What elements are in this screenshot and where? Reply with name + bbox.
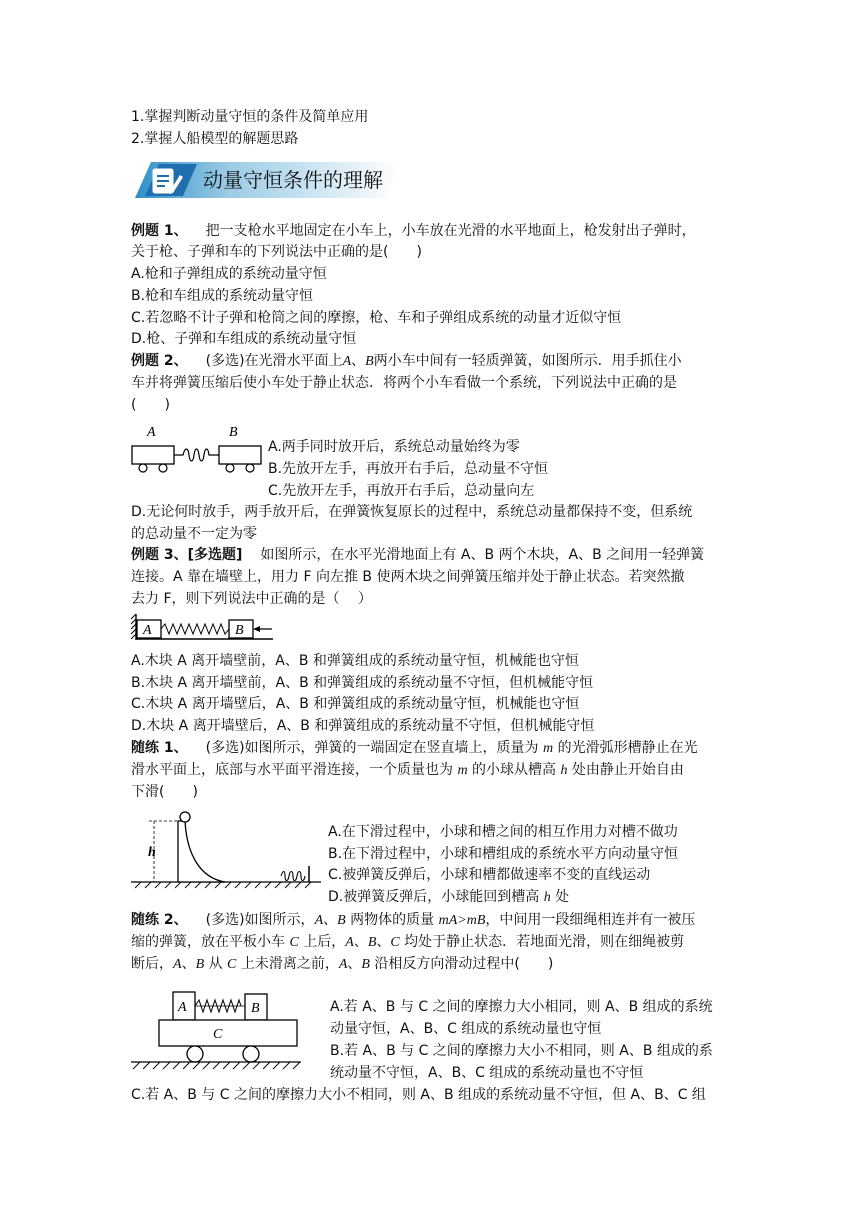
- notebook-pen-icon: [150, 165, 184, 197]
- p1-stem-2a: 滑水平面上，底部与水平面平滑连接，一个质量也为: [131, 762, 453, 778]
- p2-mass-relation: mA>mB: [438, 913, 486, 928]
- p2-wheel: [243, 1046, 259, 1062]
- q2-option-b: B.先放开左手，再放开右手后，总动量不守恒: [268, 461, 549, 477]
- p2-var-b: B: [361, 957, 370, 972]
- q3-stem-line-3: 去力 F，则下列说法中正确的是（ ）: [131, 591, 372, 607]
- p2-fig-label-c: C: [213, 1027, 223, 1042]
- q2-wheel: [246, 464, 254, 472]
- p1-arc-trough: [178, 821, 225, 882]
- p1-ball: [180, 812, 190, 822]
- p2-option-a-line-2: 动量守恒，A、B、C 组成的系统动量也守恒: [330, 1021, 602, 1037]
- p1-spring: [281, 872, 305, 881]
- p2-stem-2b: 上后，: [303, 934, 346, 950]
- p2-var-b: B: [337, 913, 346, 928]
- q2-stem-line-2: 车并将弹簧压缩后使小车处于静止状态．将两个小车看做一个系统，下列说法中正确的是: [131, 375, 677, 391]
- p2-stem-3d: 沿相反方向滑动过程中( ): [374, 956, 554, 972]
- q2-label: 例题 2、: [131, 353, 188, 369]
- p1-label: 随练 1、: [131, 740, 188, 756]
- q2-wheel: [159, 464, 167, 472]
- p2-cart-c: [159, 1020, 297, 1046]
- p1-option-a: A.在下滑过程中，小球和槽之间的相互作用力对槽不做功: [328, 824, 678, 840]
- p1-figure-arc-trough: [131, 812, 321, 888]
- q3-stem-line-2: 连接。A 靠在墙壁上，用力 F 向左推 B 使两木块之间弹簧压缩并处于静止状态。若突然撤: [131, 569, 685, 585]
- p2-option-b-line-2: 统动量不守恒，A、B、C 组成的系统动量也不守恒: [330, 1065, 644, 1081]
- q2-spring: [174, 449, 219, 461]
- p2-option-c-line-1: C.若 A、B 与 C 之间的摩擦力大小不相同，则 A、B 组成的系统动量不守恒，但 A、B、C 组: [131, 1087, 706, 1103]
- p2-var-b: B: [195, 957, 205, 972]
- q2-stem-line-1: [131, 351, 682, 372]
- p1-option-c: C.被弹簧反弹后，小球和槽都做速率不变的直线运动: [328, 867, 651, 883]
- q1-option-b: B.枪和车组成的系统动量守恒: [131, 288, 314, 304]
- q1-option-a: A.枪和子弹组成的系统动量守恒: [131, 266, 327, 282]
- p1-option-d-prefix: D.被弹簧反弹后，小球能回到槽高: [328, 889, 540, 905]
- q1-option-d: D.枪、子弹和车组成的系统动量守恒: [131, 331, 357, 347]
- p1-var-h: h: [560, 763, 568, 778]
- p1-stem-line-3: 下滑( ): [131, 784, 198, 800]
- q2-stem-prefix: (多选)在光滑水平面上: [205, 353, 343, 369]
- q3-option-a: A.木块 A 离开墙壁前，A、B 和弹簧组成的系统动量守恒，机械能也守恒: [131, 653, 579, 669]
- q2-option-d-line-1: D.无论何时放手，两手放开后，在弹簧恢复原长的过程中，系统总动量都保持不变，但系统: [131, 504, 693, 520]
- q3-wall-hatch: [131, 614, 136, 639]
- q2-stem-line-3: ( ): [131, 397, 170, 413]
- p2-var-a: A: [338, 957, 348, 972]
- p2-stem-line-1: 随练 2、 (多选)如图所示，A、B 两物体的质量 mA>mB，中间用一段细绳相连并有一被压: [131, 912, 696, 928]
- q3-option-d: D.木块 A 离开墙壁后，A、B 和弹簧组成的系统动量不守恒，但机械能守恒: [131, 718, 595, 734]
- q2-wheel: [139, 464, 147, 472]
- p2-var-a: A: [345, 935, 354, 950]
- q3-stem-1: 如图所示，在水平光滑地面上有 A、B 两个木块，A、B 之间用一轻弹簧: [260, 547, 705, 563]
- p1-option-d-suffix: 处: [555, 889, 570, 905]
- p1-option-b: B.在下滑过程中，小球和槽组成的系统水平方向动量守恒: [328, 846, 679, 862]
- q2-cart-b: [219, 446, 261, 464]
- q1-label: 例题 1、: [131, 223, 188, 239]
- q2-sep: 、: [351, 353, 366, 369]
- p1-var-m: m: [543, 741, 554, 756]
- p2-fig-label-b: B: [251, 1001, 260, 1016]
- q2-option-a: A.两手同时放开后，系统总动量始终为零: [268, 439, 520, 455]
- p2-var-a: A: [173, 957, 182, 972]
- p2-stem-1c: ，中间用一段细绳相连并有一被压: [485, 912, 696, 928]
- p1-stem-line-2: [131, 760, 684, 781]
- q1-stem-line-2: 关于枪、子弹和车的下列说法中正确的是( ): [131, 244, 422, 260]
- q3-stem-line-1: [131, 545, 704, 565]
- p2-fig-label-a: A: [178, 1000, 187, 1015]
- p2-stem-line-2: 缩的弹簧，放在平板小车 C 上后，A、B、C 均处于静止状态．若地面光滑，则在细绳被剪: [131, 934, 685, 950]
- p1-ground-hatch: [135, 882, 311, 888]
- q3-fig-label-b: B: [235, 623, 244, 638]
- p1-stem-2c: 处由静止开始自由: [571, 762, 684, 778]
- p2-stem-3a: 断后，: [131, 956, 173, 972]
- p2-var-c: C: [227, 957, 237, 972]
- p2-stem-1b: 两物体的质量: [350, 912, 435, 928]
- q2-option-d-line-2: 的总动量不一定为零: [131, 526, 257, 542]
- p1-stem-2b: 的小球从槽高: [472, 762, 557, 778]
- q2-fig-label-a: A: [147, 425, 156, 440]
- p1-stem-line-1: [131, 738, 698, 759]
- q3-figure-wall-blocks: [131, 612, 273, 644]
- p2-stem-2a: 缩的弹簧，放在平板小车: [131, 934, 285, 950]
- objective-2: 2.掌握人船模型的解题思路: [131, 131, 299, 147]
- p2-figure-blocks-on-cart: [131, 990, 301, 1072]
- p1-stem-1a: (多选)如图所示，弹簧的一端固定在竖直墙上，质量为: [205, 740, 539, 756]
- q1-stem-1: 把一支枪水平地固定在小车上，小车放在光滑的水平地面上，枪发射出子弹时，: [205, 223, 696, 239]
- p1-fig-label-h: h: [148, 845, 156, 860]
- p2-var-b: B: [367, 935, 377, 950]
- q1-option-c: C.若忽略不计子弹和枪筒之间的摩擦，枪、车和子弹组成系统的动量才近似守恒: [131, 310, 622, 326]
- p1-var-m: m: [457, 763, 468, 778]
- q3-option-b: B.木块 A 离开墙壁前，A、B 和弹簧组成的系统动量不守恒，但机械能守恒: [131, 675, 594, 691]
- q1-stem-line-1: [131, 221, 696, 241]
- q3-label: 例题 3、[多选题]: [131, 547, 243, 563]
- p2-option-a-line-1: A.若 A、B 与 C 之间的摩擦力大小相同，则 A、B 组成的系统: [330, 999, 713, 1015]
- p2-stem-2c: 均处于静止状态．若地面光滑，则在细绳被剪: [404, 934, 685, 950]
- p2-option-b-line-1: B.若 A、B 与 C 之间的摩擦力大小不相同，则 A、B 组成的系: [330, 1043, 713, 1059]
- q3-fig-label-a: A: [143, 623, 152, 638]
- p2-var-c: C: [289, 935, 299, 950]
- p1-var-h: h: [543, 890, 551, 905]
- p1-stem-1b: 的光滑弧形槽静止在光: [557, 740, 698, 756]
- p2-var-c: C: [390, 935, 400, 950]
- p2-wheel: [187, 1046, 203, 1062]
- p2-stem-line-3: 断后，A、B 从 C 上未滑离之前，A、B 沿相反方向滑动过程中( ): [131, 956, 554, 972]
- q2-var-b: B: [365, 354, 374, 369]
- p2-stem-3b: 从: [208, 956, 223, 972]
- p2-stem-1a: (多选)如图所示，: [205, 912, 315, 928]
- q2-fig-label-b: B: [229, 425, 238, 440]
- q3-option-c: C.木块 A 离开墙壁后，A、B 和弹簧组成的系统动量守恒，机械能也守恒: [131, 696, 580, 712]
- q2-cart-a: [132, 446, 174, 464]
- q2-figure-carts-spring: [131, 422, 266, 480]
- p1-option-d: [328, 887, 569, 908]
- q2-option-c: C.先放开左手，再放开右手后，总动量向左: [268, 483, 535, 499]
- p2-ground-hatch: [133, 1062, 300, 1069]
- p2-stem-3c: 上未滑离之前，: [240, 956, 339, 972]
- q2-stem-suffix: 两小车中间有一轻质弹簧，如图所示．用手抓住小: [373, 353, 682, 369]
- section-title: 动量守恒条件的理解: [203, 168, 383, 192]
- q3-spring: [161, 624, 229, 634]
- p2-label: 随练 2、: [131, 912, 188, 928]
- q2-var-a: A: [342, 354, 352, 369]
- q2-wheel: [226, 464, 234, 472]
- objective-1: 1.掌握判断动量守恒的条件及简单应用: [131, 109, 369, 125]
- p2-var-a: A: [314, 913, 324, 928]
